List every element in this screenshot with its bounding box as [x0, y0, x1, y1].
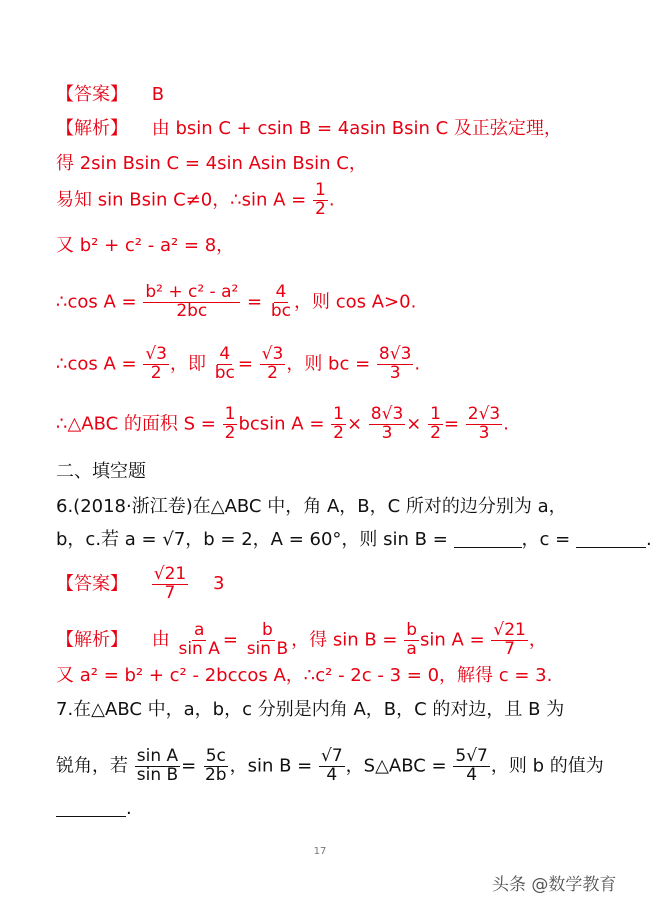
text-segment: . [328, 189, 335, 211]
text-segment: . [645, 529, 652, 550]
text-segment: ，则 bc = [286, 353, 371, 375]
sqrt-7: √7 [162, 529, 186, 550]
fraction [369, 406, 405, 443]
denominator: 4 [466, 764, 478, 785]
analysis-line-2: 得 2sin Bsin C = 4sin Asin Bsin C， [56, 153, 367, 174]
fraction [377, 346, 413, 383]
fraction [404, 622, 419, 659]
numerator: √3 [261, 344, 284, 364]
numerator: b [406, 620, 418, 640]
analysis-tag: 【解析】 [56, 629, 128, 651]
numerator: √21 [153, 564, 187, 584]
answer-value: 3 [212, 573, 225, 595]
denominator: 2 [224, 422, 236, 443]
fraction [453, 748, 489, 785]
text-segment: bcsin A = [238, 413, 325, 435]
text-segment: 易知 sin Bsin C≠0，∴sin A = [56, 189, 307, 211]
denominator: 2 [333, 422, 344, 443]
numerator: b [262, 620, 273, 640]
analysis-line-5 [56, 284, 416, 321]
numerator: 5√7 [455, 746, 488, 766]
answer-tag: 【答案】 [56, 84, 128, 105]
denominator: 2 [315, 198, 326, 219]
text-segment: ，b = 2，A = 60°，则 sin B = [185, 529, 448, 550]
denominator: 2 [150, 362, 162, 383]
denominator: bc [270, 300, 292, 321]
numerator: 8√3 [378, 344, 412, 364]
text-segment: b，c.若 a = [56, 529, 157, 550]
question-6-line-2 [56, 531, 652, 549]
fraction-cos [143, 284, 240, 321]
text-segment: ，c = [521, 529, 571, 550]
analysis-line-7 [56, 406, 509, 443]
text-segment: . [126, 798, 132, 819]
fraction-half [313, 182, 328, 219]
fraction-4-bc [269, 284, 293, 321]
text-segment: ∴△ABC 的面积 S = [56, 413, 216, 435]
fraction [331, 406, 346, 443]
numerator: 2√3 [467, 404, 501, 424]
text-segment: ，即 [169, 353, 206, 375]
analysis-line-4: 又 b² + c² - a² = 8， [56, 235, 235, 256]
denominator: 7 [164, 582, 176, 603]
denominator: 4 [326, 764, 338, 785]
analysis-tag: 【解析】 [56, 118, 128, 139]
fraction [213, 346, 237, 383]
text-segment: ， [528, 629, 547, 651]
question-6-line-1: 6.(2018·浙江卷)在△ABC 中，角 A，B，C 所对的边分别为 a， [56, 496, 567, 517]
answer-blank-sinB [454, 531, 522, 548]
denominator: 7 [504, 638, 516, 659]
question-7-line-1: 7.在△ABC 中，a，b，c 分别是内角 A，B，C 的对边，且 B 为 [56, 699, 565, 720]
denominator: 2bc [176, 300, 208, 321]
denominator: 2 [267, 362, 278, 383]
numerator: √3 [145, 344, 167, 364]
numerator: 8√3 [370, 404, 404, 424]
denominator: bc [214, 362, 235, 383]
text-segment: 锐角，若 [56, 755, 128, 777]
answer-tag: 【答案】 [56, 573, 128, 595]
answer-line-6 [56, 566, 224, 603]
fraction [260, 346, 286, 383]
text-segment: ，则 b 的值为 [490, 755, 604, 777]
text-segment: ，则 cos A>0. [294, 291, 417, 313]
answer-blank-b [56, 800, 126, 817]
numerator: √21 [493, 620, 526, 640]
denominator: 2 [430, 422, 441, 443]
numerator: 1 [430, 404, 441, 424]
numerator: a [193, 620, 205, 640]
fraction [245, 622, 290, 659]
text-segment: ，得 sin B = [291, 629, 398, 651]
denominator: sin B [246, 638, 289, 659]
fraction [176, 622, 221, 659]
denominator: 3 [381, 422, 393, 443]
text-segment: = [247, 291, 263, 313]
answer-line-5 [56, 86, 164, 104]
text-segment: = [222, 629, 238, 651]
fraction [223, 406, 238, 443]
fraction [143, 346, 169, 383]
text-segment: = [237, 353, 253, 375]
numerator: √7 [321, 746, 343, 766]
numerator: 1 [224, 404, 236, 424]
numerator: 4 [219, 344, 231, 364]
numerator: 1 [315, 180, 326, 200]
denominator: 3 [478, 422, 490, 443]
denominator: 3 [389, 362, 401, 383]
fraction [466, 406, 502, 443]
text-segment: . [503, 413, 509, 435]
denominator: a [406, 638, 417, 659]
fraction-sqrt21-7 [152, 566, 188, 603]
text-segment: . [414, 353, 421, 375]
text-segment: = [181, 755, 197, 777]
numerator: sin A [136, 746, 179, 766]
text-segment: 由 [151, 629, 170, 651]
footer-watermark: 头条 @数学教育 [492, 875, 617, 895]
fraction [135, 748, 180, 785]
analysis-line-3 [56, 182, 335, 219]
text-segment: ∴cos A = [56, 291, 137, 313]
analysis-6-line-1 [56, 622, 547, 659]
denominator: 2b [204, 764, 227, 785]
denominator: sin A [178, 638, 220, 659]
text-segment: × [346, 413, 363, 435]
numerator: b² + c² - a² [145, 282, 239, 302]
numerator: 4 [275, 282, 287, 302]
text-segment: ∴cos A = [56, 353, 137, 375]
answer-blank-c [576, 531, 646, 548]
text-segment: sin A = [420, 629, 485, 651]
question-7-line-3 [56, 800, 132, 818]
analysis-line-6 [56, 346, 420, 383]
fraction [203, 748, 229, 785]
answer-value: B [151, 84, 165, 105]
text-segment: = [443, 413, 460, 435]
text-segment: × [406, 413, 422, 435]
fraction [428, 406, 443, 443]
question-7-line-2 [56, 748, 604, 785]
text-segment: ，sin B = [229, 755, 313, 777]
section-heading: 二、填空题 [56, 461, 146, 482]
numerator: 1 [333, 404, 344, 424]
text-segment: ，S△ABC = [345, 755, 447, 777]
denominator: sin B [136, 764, 179, 785]
fraction [319, 748, 345, 785]
analysis-text: 由 bsin C + csin B = 4asin Bsin C 及正弦定理， [151, 118, 562, 139]
analysis-6-line-2: 又 a² = b² + c² - 2bccos A，∴c² - 2c - 3 = 0，解得 c = 3. [56, 665, 553, 686]
page-number: 17 [313, 846, 327, 857]
analysis-line-1 [56, 120, 562, 138]
fraction [491, 622, 527, 659]
numerator: 5c [205, 746, 226, 766]
